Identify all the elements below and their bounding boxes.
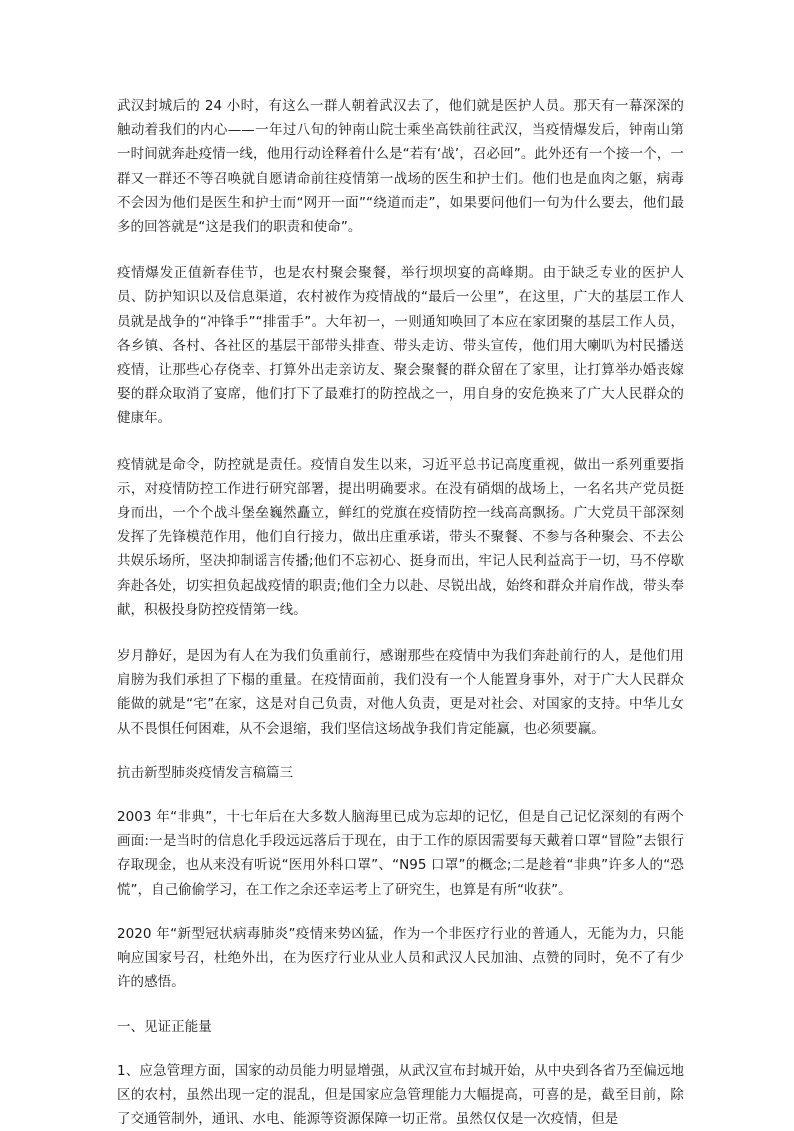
- paragraph-5: 2003 年“非典”，十七年后在大多数人脑海里已成为忘却的记忆，但是自己记忆深刻的有两个画面:一是当时的信息化手段远远落后于现在，由于工作的原因需要每天戴着口罩“冒险”去银行存取现金，也从来没有听说“医用外科口罩”、“N95 口罩”的概念;二是趁着“非典”许多人的“恐慌”，自己偷偷学习，在工作之余还幸运考上了研究生，也算是有所“收获”。: [117, 809, 684, 898]
- subsection-title: 一、见证正能量: [117, 1018, 212, 1035]
- paragraph-6: 2020 年“新型冠状病毒肺炎”疫情来势凶猛，作为一个非医疗行业的普通人，无能为力，只能响应国家号召，杜绝外出，在为医疗行业从业人员和武汉人民加油、点赞的同时，免不了有少许的感悟。: [117, 925, 684, 991]
- paragraph-3: 疫情就是命令，防控就是责任。疫情自发生以来，习近平总书记高度重视，做出一系列重要指示，对疫情防控工作进行研究部署，提出明确要求。在没有硝烟的战场上，一名名共产党员挺身而出，一个个战斗堡垒巍然矗立，鲜红的党旗在疫情防控一线高高飘扬。广大党员干部深刻发挥了先锋模范作用，他们自行接力，做出庄重承诺，带头不聚餐、不参与各种聚会、不去公共娱乐场所，坚决抑制谣言传播;他们不忘初心、挺身而出，牢记人民利益高于一切，马不停歇奔赴各处，切实担负起战疫情的职责;他们全力以赴、尽锐出战，始终和群众并肩作战，带头奉献，积极投身防控疫情第一线。: [117, 456, 684, 618]
- paragraph-1: 武汉封城后的 24 小时，有这么一群人朝着武汉去了，他们就是医护人员。那天有一幕深深的触动着我们的内心——一年过八旬的钟南山院士乘坐高铁前往武汉，当疫情爆发后，钟南山第一时间就奔赴疫情一线，他用行动诠释着什么是“若有‘战’，召必回”。此外还有一个接一个，一群又一群还不等召唤就自愿请命前往疫情第一战场的医生和护士们。他们也是血肉之躯，病毒不会因为他们是医生和护士而“网开一面”“绕道而走”，如果要问他们一句为什么要去，他们最多的回答就是“这是我们的职责和使命”。: [117, 98, 684, 236]
- paragraph-7: 1、应急管理方面，国家的动员能力明显增强，从武汉宣布封城开始，从中央到各省乃至偏远地区的农村，虽然出现一定的混乱，但是国家应急管理能力大幅提高，可喜的是，截至目前，除了交通管制外，通讯、水电、能源等资源保障一切正常。虽然仅仅是一次疫情，但是: [117, 1062, 684, 1128]
- paragraph-4: 岁月静好，是因为有人在为我们负重前行，感谢那些在疫情中为我们奔赴前行的人，是他们用肩膀为我们承担了下榻的重量。在疫情面前，我们没有一个人能置身事外，对于广大人民群众能做的就是“宅”在家，这是对自己负责，对他人负责，更是对社会、对国家的支持。中华儿女从不畏惧任何困难，从不会退缩，我们坚信这场战争我们肯定能赢，也必须要赢。: [117, 648, 684, 737]
- section-title: 抗击新型肺炎疫情发言稿篇三: [117, 764, 294, 781]
- paragraph-2: 疫情爆发正值新春佳节，也是农村聚会聚餐，举行坝坝宴的高峰期。由于缺乏专业的医护人员、防护知识以及信息渠道，农村被作为疫情战的“最后一公里”，在这里，广大的基层工作人员就是战争的“冲锋手”“排雷手”。大年初一，一则通知唤回了本应在家团聚的基层工作人员，各乡镇、各村、各社区的基层干部带头排查、带头走访、带头宣传，他们用大喇叭为村民播送疫情，让那些心存侥幸、打算外出走亲访友、聚会聚餐的群众留在了家里，让打算举办婚丧嫁娶的群众取消了宴席，他们打下了最难打的防控战之一，用自身的安危换来了广大人民群众的健康年。: [117, 265, 684, 427]
